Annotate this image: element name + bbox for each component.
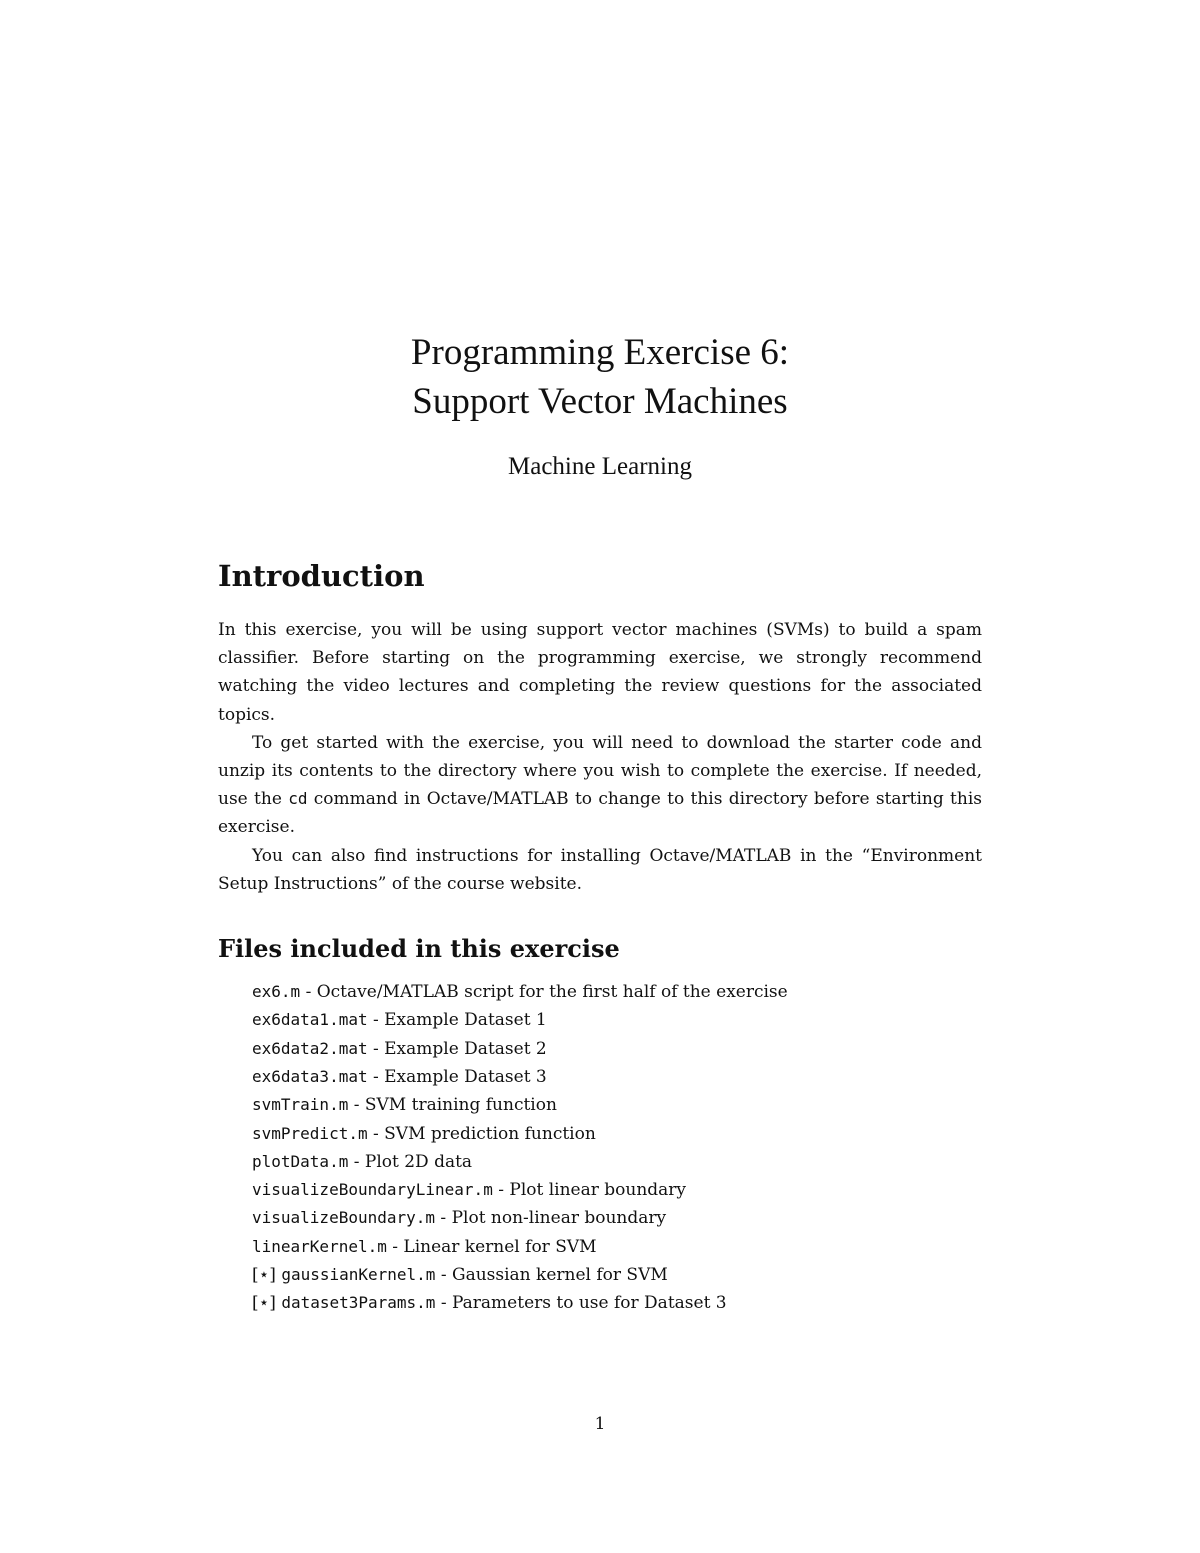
file-description: - Plot 2D data — [348, 1151, 473, 1172]
file-description: - SVM prediction function — [367, 1123, 596, 1144]
file-list-item — [252, 1148, 982, 1176]
document-title-line-2: Support Vector Machines — [412, 381, 788, 422]
required-marker: [⋆] — [252, 1293, 282, 1314]
file-name: visualizeBoundary.m — [252, 1208, 436, 1228]
file-description: - Example Dataset 3 — [367, 1066, 547, 1087]
file-list-item — [252, 1204, 982, 1232]
file-list — [218, 978, 982, 1318]
file-description: - Plot non-linear boundary — [435, 1208, 667, 1229]
file-description: - Example Dataset 2 — [367, 1038, 547, 1059]
file-description: - Gaussian kernel for SVM — [435, 1265, 668, 1285]
document-title-line-1: Programming Exercise 6: — [410, 332, 790, 373]
file-list-item — [252, 1120, 982, 1148]
file-list-item — [252, 1063, 982, 1091]
page-number: 1 — [594, 1414, 606, 1434]
file-name: ex6.m — [252, 982, 301, 1002]
file-name: linearKernel.m — [252, 1236, 387, 1256]
title-block — [0, 328, 1200, 484]
file-description: - Example Dataset 1 — [367, 1010, 547, 1031]
document-subtitle: Machine Learning — [508, 453, 692, 480]
file-name: ex6data2.mat — [252, 1038, 368, 1058]
intro-paragraph-2-text-a: To get started with the exercise, you will need to download the starter code and unzip its contents to the directory where you wish to complete the exercise. If needed, use the — [218, 732, 982, 810]
file-description: - Octave/MATLAB script for the first half of the exercise — [300, 982, 788, 1003]
file-name: svmPredict.m — [252, 1123, 368, 1143]
document-body — [218, 556, 982, 1318]
intro-paragraph-3: You can also find instructions for installing Octave/MATLAB in the “Environment Setup Instructions” of the course website. — [218, 845, 982, 894]
intro-paragraph-1: In this exercise, you will be using support vector machines (SVMs) to build a spam classifier. Before starting on the programming exercise, we strongly recommend watching the video lectures and completing the review questions for the associated topics. — [218, 620, 982, 725]
file-list-item — [252, 1176, 982, 1204]
file-list-item — [252, 1261, 982, 1289]
file-name: ex6data3.mat — [252, 1066, 368, 1086]
file-description: - Linear kernel for SVM — [386, 1236, 597, 1257]
intro-paragraph-2 — [218, 729, 982, 842]
file-description: - Parameters to use for Dataset 3 — [435, 1293, 727, 1314]
file-name: dataset3Params.m — [281, 1293, 436, 1313]
file-list-item — [252, 1091, 982, 1119]
file-list-item — [252, 978, 982, 1006]
introduction-heading: Introduction — [218, 559, 425, 593]
file-list-item — [252, 1035, 982, 1063]
file-name: visualizeBoundaryLinear.m — [252, 1180, 493, 1200]
cd-command-code: cd — [288, 789, 308, 809]
file-description: - Plot linear boundary — [492, 1180, 687, 1201]
intro-paragraph-2-text-b: command in Octave/MATLAB to change to this directory before starting this exercise. — [218, 789, 982, 838]
file-name: ex6data1.mat — [252, 1010, 368, 1030]
file-description: - SVM training function — [348, 1095, 557, 1116]
files-heading: Files included in this exercise — [218, 934, 620, 964]
file-name: gaussianKernel.m — [281, 1265, 436, 1284]
file-list-item — [252, 1289, 982, 1317]
file-name: plotData.m — [252, 1151, 349, 1171]
file-list-item — [252, 1233, 982, 1261]
file-list-item — [252, 1006, 982, 1034]
file-name: svmTrain.m — [252, 1095, 349, 1115]
required-marker: [⋆] — [252, 1265, 282, 1285]
